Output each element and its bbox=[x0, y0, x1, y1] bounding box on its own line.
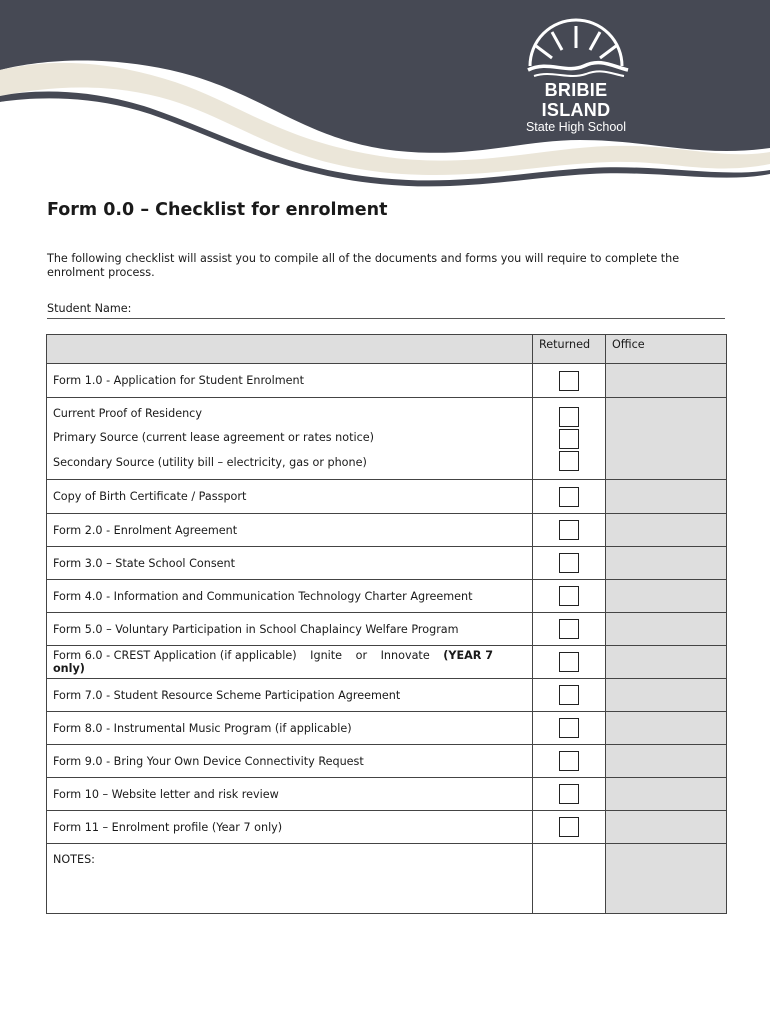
office-cell bbox=[606, 364, 727, 398]
row-label: Form 2.0 - Enrolment Agreement bbox=[47, 514, 533, 547]
school-name: BRIBIE ISLAND bbox=[541, 80, 611, 120]
row-label: Form 6.0 - CREST Application (if applicable) bbox=[53, 649, 297, 662]
returned-cell bbox=[533, 811, 606, 844]
row-label: Primary Source (current lease agreement or rates notice) bbox=[53, 431, 374, 445]
enrolment-checklist-table bbox=[46, 334, 727, 914]
crest-row-label bbox=[47, 646, 533, 679]
returned-cell bbox=[533, 580, 606, 613]
returned-checkbox[interactable] bbox=[559, 751, 579, 771]
office-cell bbox=[606, 778, 727, 811]
office-cell bbox=[606, 514, 727, 547]
returned-cell bbox=[533, 712, 606, 745]
row-label: Form 4.0 - Information and Communication Technology Charter Agreement bbox=[47, 580, 533, 613]
header-returned: Returned bbox=[533, 335, 606, 364]
table-row bbox=[47, 480, 727, 514]
office-cell bbox=[606, 745, 727, 778]
returned-checkbox[interactable] bbox=[559, 371, 579, 391]
returned-checkbox[interactable] bbox=[559, 619, 579, 639]
returned-cell bbox=[533, 398, 606, 480]
returned-cell bbox=[533, 646, 606, 679]
header-banner bbox=[0, 0, 770, 190]
returned-checkbox[interactable] bbox=[559, 451, 579, 471]
table-row bbox=[47, 745, 727, 778]
office-cell bbox=[606, 613, 727, 646]
office-cell bbox=[606, 580, 727, 613]
intro-text: The following checklist will assist you to compile all of the documents and forms you will require to complete the enrolment process. bbox=[47, 252, 680, 279]
header-wave-graphic bbox=[0, 0, 770, 190]
returned-cell bbox=[533, 679, 606, 712]
table-row bbox=[47, 778, 727, 811]
row-label: Form 8.0 - Instrumental Music Program (if applicable) bbox=[47, 712, 533, 745]
table-row bbox=[47, 679, 727, 712]
notes-row bbox=[47, 844, 727, 914]
row-label: Current Proof of Residency bbox=[53, 406, 202, 420]
school-subtitle: State High School bbox=[525, 120, 627, 134]
office-cell bbox=[606, 547, 727, 580]
returned-cell bbox=[533, 364, 606, 398]
office-cell bbox=[606, 811, 727, 844]
returned-checkbox[interactable] bbox=[559, 685, 579, 705]
table-header-row bbox=[47, 335, 727, 364]
innovate-option: Innovate bbox=[380, 649, 430, 662]
returned-checkbox[interactable] bbox=[559, 817, 579, 837]
student-name-label: Student Name: bbox=[47, 302, 132, 315]
table-row bbox=[47, 364, 727, 398]
or-text: or bbox=[355, 649, 368, 662]
table-row bbox=[47, 613, 727, 646]
row-label: Form 1.0 - Application for Student Enrolment bbox=[47, 364, 533, 398]
student-name-field[interactable] bbox=[47, 302, 725, 319]
notes-cell[interactable] bbox=[47, 844, 533, 914]
returned-checkbox[interactable] bbox=[559, 718, 579, 738]
returned-checkbox[interactable] bbox=[559, 652, 579, 672]
notes-returned-cell bbox=[533, 844, 606, 914]
row-label: Form 3.0 – State School Consent bbox=[47, 547, 533, 580]
office-cell bbox=[606, 398, 727, 480]
returned-checkbox[interactable] bbox=[559, 407, 579, 427]
returned-checkbox[interactable] bbox=[559, 520, 579, 540]
row-label: Form 10 – Website letter and risk review bbox=[47, 778, 533, 811]
returned-cell bbox=[533, 778, 606, 811]
year7-note: (YEAR 7 only) bbox=[53, 649, 494, 675]
office-cell bbox=[606, 646, 727, 679]
row-label: Form 5.0 – Voluntary Participation in School Chaplaincy Welfare Program bbox=[47, 613, 533, 646]
residency-cell bbox=[47, 398, 533, 480]
row-label: Form 7.0 - Student Resource Scheme Participation Agreement bbox=[47, 679, 533, 712]
school-logo bbox=[517, 80, 635, 134]
table-row bbox=[47, 712, 727, 745]
row-label: Form 11 – Enrolment profile (Year 7 only) bbox=[47, 811, 533, 844]
returned-cell bbox=[533, 514, 606, 547]
returned-checkbox[interactable] bbox=[559, 586, 579, 606]
returned-checkbox[interactable] bbox=[559, 553, 579, 573]
row-label: Secondary Source (utility bill – electricity, gas or phone) bbox=[53, 455, 367, 469]
returned-cell bbox=[533, 613, 606, 646]
notes-office-cell bbox=[606, 844, 727, 914]
row-label: Copy of Birth Certificate / Passport bbox=[47, 480, 533, 514]
office-cell bbox=[606, 712, 727, 745]
row-label: Form 9.0 - Bring Your Own Device Connectivity Request bbox=[47, 745, 533, 778]
header-blank-cell bbox=[47, 335, 533, 364]
returned-cell bbox=[533, 480, 606, 514]
table-row bbox=[47, 646, 727, 679]
table-row bbox=[47, 514, 727, 547]
returned-cell bbox=[533, 745, 606, 778]
office-cell bbox=[606, 679, 727, 712]
returned-checkbox[interactable] bbox=[559, 487, 579, 507]
page-title: Form 0.0 – Checklist for enrolment bbox=[47, 200, 388, 220]
returned-cell bbox=[533, 547, 606, 580]
ignite-option: Ignite bbox=[310, 649, 343, 662]
table-row bbox=[47, 580, 727, 613]
notes-label: NOTES: bbox=[53, 853, 95, 866]
header-office: Office bbox=[606, 335, 727, 364]
office-cell bbox=[606, 480, 727, 514]
table-row bbox=[47, 398, 727, 480]
table-row bbox=[47, 811, 727, 844]
returned-checkbox[interactable] bbox=[559, 429, 579, 449]
returned-checkbox[interactable] bbox=[559, 784, 579, 804]
table-row bbox=[47, 547, 727, 580]
